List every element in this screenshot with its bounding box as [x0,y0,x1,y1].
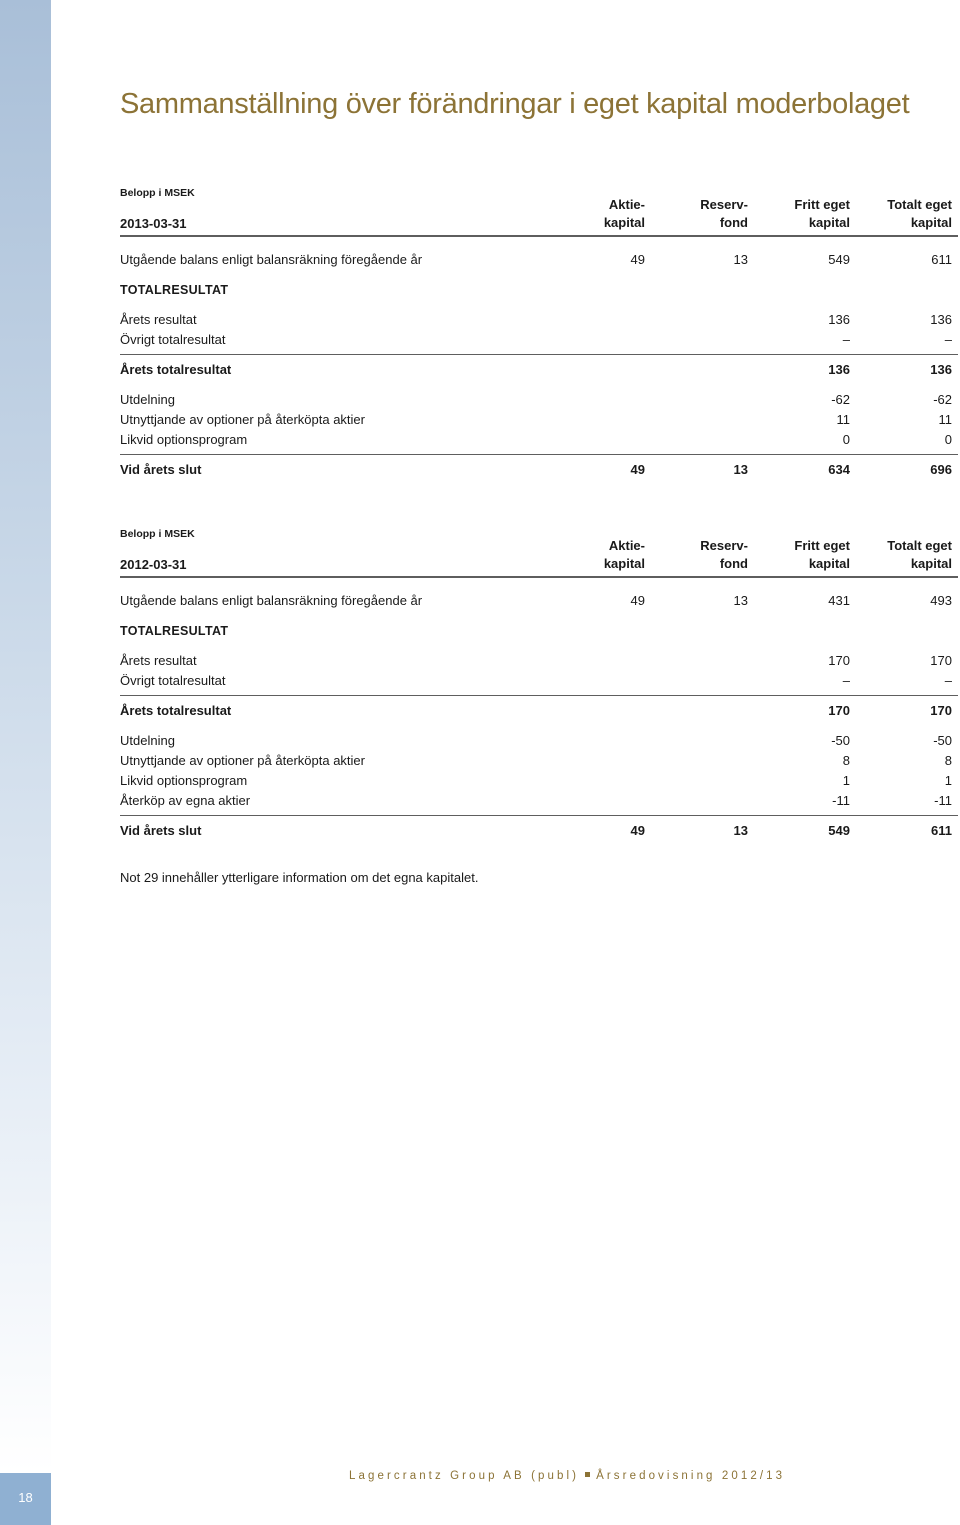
section-heading: TOTALRESULTAT [120,624,229,638]
page-number: 18 [18,1490,33,1505]
col-header-fritt-eget-kapital: Fritt eget kapital [794,197,850,230]
col-header-reservfond: Reserv- fond [700,538,748,571]
table-header [120,538,958,578]
equity-table-2012 [120,528,958,841]
table-row: Övrigt totalresultat – – [120,332,952,347]
table-row: Likvid optionsprogram 0 0 [120,432,952,447]
sidebar-decoration [0,0,51,1473]
table-row: Övrigt totalresultat – – [120,673,952,688]
table-row: Utdelning -50 -50 [120,733,952,748]
footer-report: Årsredovisning 2012/13 [596,1470,786,1482]
table-row: Återköp av egna aktier -11 -11 [120,793,952,808]
table-row-total: Årets totalresultat 170 170 [120,703,952,718]
table-row: Årets resultat 136 136 [120,312,952,327]
footnote: Not 29 innehåller ytterligare information om det egna kapitalet. [120,870,479,885]
section-heading: TOTALRESULTAT [120,283,229,297]
col-header-aktiekapital: Aktie- kapital [603,197,645,230]
table-row: Utgående balans enligt balansräkning föregående år 49 13 549 611 [120,252,952,267]
page-title: Sammanställning över förändringar i eget kapital moderbolaget [120,88,910,120]
table-row: Utdelning -62 -62 [120,392,952,407]
table-row: Årets resultat 170 170 [120,653,952,668]
table-row-total: Årets totalresultat 136 136 [120,362,952,377]
table-row: Likvid optionsprogram 1 1 [120,773,952,788]
col-header-aktiekapital: Aktie- kapital [603,538,645,571]
col-header-reservfond: Reserv- fond [700,197,748,230]
table-row: Utnyttjande av optioner på återköpta aktier 11 11 [120,412,952,427]
table-unit: Belopp i MSEK [120,187,195,199]
table-row: Utnyttjande av optioner på återköpta aktier 8 8 [120,753,952,768]
table-row-closing: Vid årets slut 49 13 634 696 [120,462,952,477]
footer-separator-square-icon [585,1472,590,1477]
table-date: 2012-03-31 [120,557,187,572]
table-date: 2013-03-31 [120,216,187,231]
page-footer [349,1470,785,1482]
col-header-fritt-eget-kapital: Fritt eget kapital [794,538,850,571]
col-header-totalt-eget-kapital: Totalt eget kapital [887,538,952,571]
footer-company: Lagercrantz Group AB (publ) [349,1470,580,1482]
col-header-totalt-eget-kapital: Totalt eget kapital [887,197,952,230]
table-unit: Belopp i MSEK [120,528,195,540]
table-row: Utgående balans enligt balansräkning föregående år 49 13 431 493 [120,593,952,608]
equity-table-2013 [120,187,958,480]
table-row-closing: Vid årets slut 49 13 549 611 [120,823,952,838]
table-header [120,197,958,237]
